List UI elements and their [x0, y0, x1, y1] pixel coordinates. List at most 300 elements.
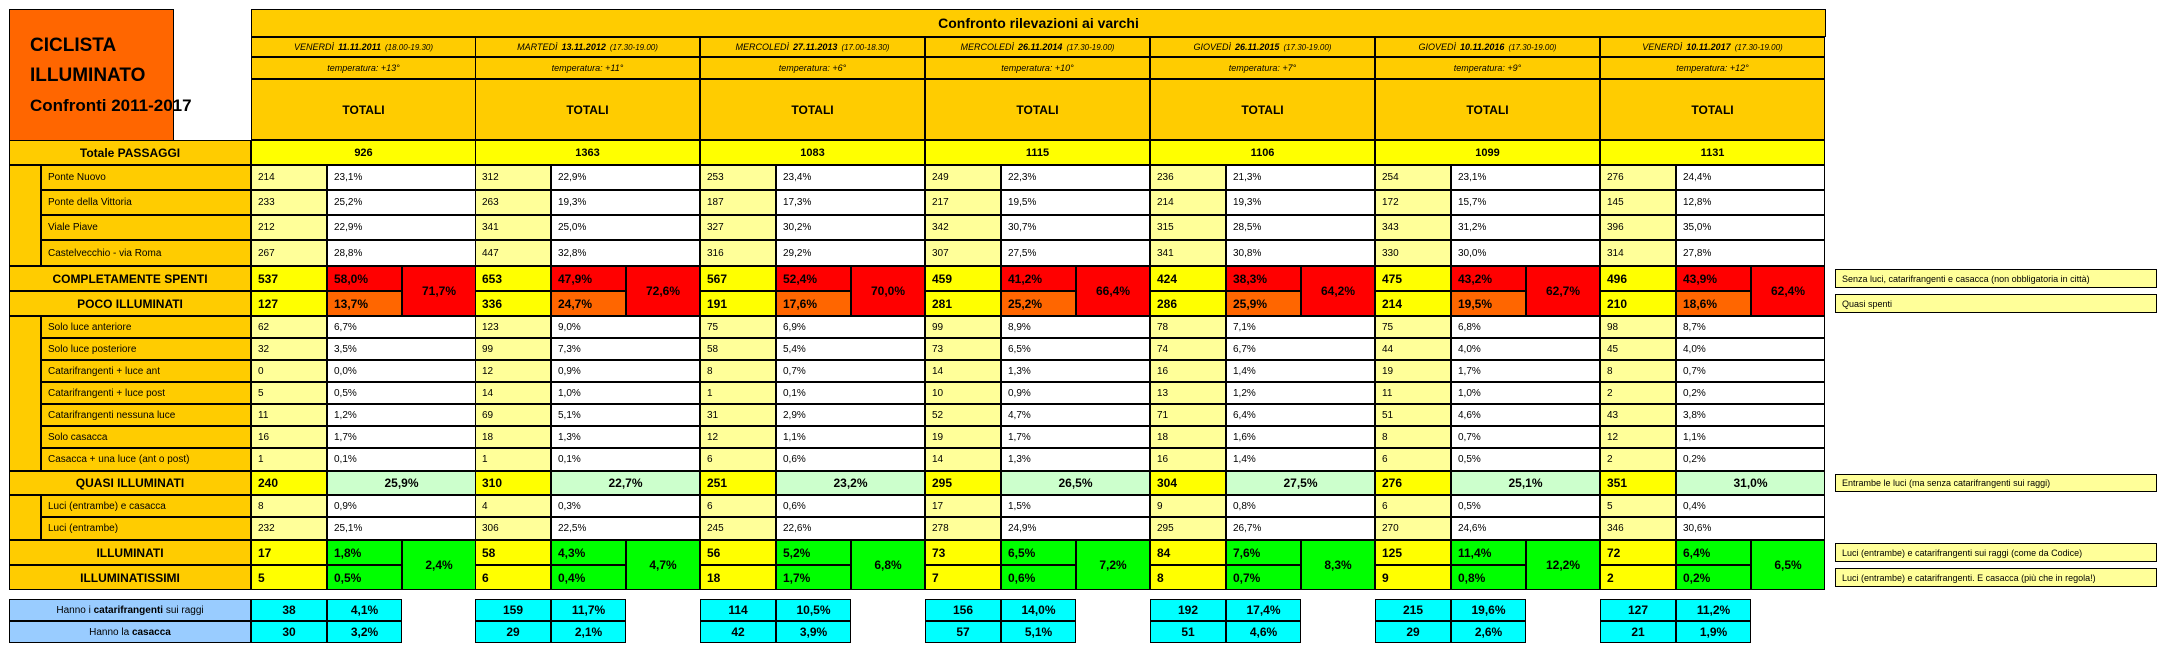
poco-sub-percent: 4,0% [1451, 338, 1600, 360]
poco-count: 286 [1150, 291, 1226, 316]
quasi-sub-percent: 0,5% [1451, 495, 1600, 517]
quasi-sub-percent: 1,5% [1001, 495, 1150, 517]
survey-temperature-1: temperatura: +13° [251, 57, 476, 79]
poco-sub-percent: 0,7% [1451, 426, 1600, 448]
quasi-count: 276 [1375, 471, 1451, 495]
left-strip-varchi [9, 165, 41, 266]
illuminati-sum: 6,8% [851, 540, 925, 590]
illuminati-percent: 6,5% [1001, 540, 1076, 565]
varco-count: 327 [700, 215, 776, 240]
poco-sub-percent: 0,2% [1676, 382, 1825, 404]
poco-sub-percent: 0,1% [551, 448, 700, 471]
footer-count: 51 [1150, 621, 1226, 643]
illuminatissimi-note: Luci (entrambe) e catarifrangenti. E casacca (più che in regola!) [1835, 568, 2157, 587]
footer-percent: 3,9% [776, 621, 851, 643]
varco-count: 254 [1375, 165, 1451, 190]
poco-sub-percent: 0,2% [1676, 448, 1825, 471]
varco-percent: 29,2% [776, 240, 925, 266]
footer-count: 215 [1375, 599, 1451, 621]
illuminatissimi-count: 6 [475, 565, 551, 590]
varco-count: 145 [1600, 190, 1676, 215]
varco-count: 330 [1375, 240, 1451, 266]
totali-header-2: TOTALI [475, 79, 700, 140]
quasi-sub-count: 4 [475, 495, 551, 517]
poco-sub-percent: 0,1% [327, 448, 476, 471]
varco-count: 307 [925, 240, 1001, 266]
varco-percent: 27,5% [1001, 240, 1150, 266]
totale-passaggi-value: 1363 [475, 140, 700, 165]
poco-sub-percent: 0,1% [776, 382, 925, 404]
survey-time: (17.30-19.00) [609, 42, 658, 52]
poco-sub-count: 99 [475, 338, 551, 360]
poco-sub-percent: 1,2% [327, 404, 476, 426]
quasi-sub-percent: 0,3% [551, 495, 700, 517]
poco-percent: 25,9% [1226, 291, 1301, 316]
footer-count: 156 [925, 599, 1001, 621]
varco-percent: 17,3% [776, 190, 925, 215]
footer-bold: catarifrangenti [93, 604, 164, 616]
title-line-3: Confronti 2011-2017 [30, 96, 192, 115]
quasi-percent: 25,1% [1451, 471, 1600, 495]
spenti-poco-sum: 66,4% [1076, 266, 1150, 316]
poco-sub-percent: 0,5% [327, 382, 476, 404]
totali-header-1: TOTALI [251, 79, 476, 140]
poco-sub-percent: 0,0% [327, 360, 476, 382]
quasi-sub-count: 278 [925, 517, 1001, 540]
totale-passaggi-value: 1131 [1600, 140, 1825, 165]
varco-percent: 31,2% [1451, 215, 1600, 240]
quasi-percent: 23,2% [776, 471, 925, 495]
footer-percent: 14,0% [1001, 599, 1076, 621]
spenti-count: 475 [1375, 266, 1451, 291]
illuminatissimi-percent: 0,8% [1451, 565, 1526, 590]
poco-sub-percent: 1,2% [1226, 382, 1375, 404]
illuminati-count: 17 [251, 540, 327, 565]
varco-count: 253 [700, 165, 776, 190]
poco-sub-count: 18 [1150, 426, 1226, 448]
quasi-count: 251 [700, 471, 776, 495]
varco-percent: 23,1% [327, 165, 476, 190]
quasi-count: 310 [475, 471, 551, 495]
poco-sub-count: 58 [700, 338, 776, 360]
poco-sub-count: 44 [1375, 338, 1451, 360]
varco-count: 236 [1150, 165, 1226, 190]
varco-percent: 27,8% [1676, 240, 1825, 266]
totale-passaggi-value: 1115 [925, 140, 1150, 165]
varco-percent: 30,8% [1226, 240, 1375, 266]
quasi-sub-percent: 0,6% [776, 495, 925, 517]
footer-count: 127 [1600, 599, 1676, 621]
illuminatissimi-count: 7 [925, 565, 1001, 590]
varco-count: 267 [251, 240, 327, 266]
varco-percent: 12,8% [1676, 190, 1825, 215]
quasi-sub-percent: 24,9% [1001, 517, 1150, 540]
quasi-percent: 27,5% [1226, 471, 1375, 495]
illuminati-label: ILLUMINATI [9, 540, 251, 565]
illuminatissimi-percent: 0,2% [1676, 565, 1751, 590]
survey-temperature-2: temperatura: +11° [475, 57, 700, 79]
poco-sub-count: 45 [1600, 338, 1676, 360]
poco-sub-count: 14 [925, 448, 1001, 471]
quasi-sub-count: 270 [1375, 517, 1451, 540]
survey-day: MERCOLEDÌ [960, 42, 1015, 52]
poco-sub-percent: 1,0% [551, 382, 700, 404]
quasi-count: 240 [251, 471, 327, 495]
spenti-count: 537 [251, 266, 327, 291]
poco-sub-count: 12 [1600, 426, 1676, 448]
quasi-note: Entrambe le luci (ma senza catarifrangenti sui raggi) [1835, 474, 2157, 492]
varco-count: 314 [1600, 240, 1676, 266]
footer-count: 192 [1150, 599, 1226, 621]
footer-percent: 4,6% [1226, 621, 1301, 643]
survey-date: 26.11.2014 [1018, 42, 1063, 52]
spenti-note: Senza luci, catarifrangenti e casacca (non obbligatoria in città) [1835, 269, 2157, 288]
survey-date: 11.11.2011 [337, 42, 382, 52]
varco-count: 249 [925, 165, 1001, 190]
title-line-1: CICLISTA [30, 35, 117, 56]
varco-percent: 19,5% [1001, 190, 1150, 215]
poco-sub-percent: 1,4% [1226, 360, 1375, 382]
spenti-percent: 43,2% [1451, 266, 1526, 291]
left-strip-poco [9, 316, 41, 471]
footer-percent: 11,2% [1676, 599, 1751, 621]
quasi-count: 295 [925, 471, 1001, 495]
footer-count: 29 [475, 621, 551, 643]
totali-header-7: TOTALI [1600, 79, 1825, 140]
spenti-count: 496 [1600, 266, 1676, 291]
poco-sub-count: 73 [925, 338, 1001, 360]
varco-count: 315 [1150, 215, 1226, 240]
poco-sub-count: 14 [475, 382, 551, 404]
illuminatissimi-percent: 1,7% [776, 565, 851, 590]
illuminati-count: 56 [700, 540, 776, 565]
illuminati-sum: 7,2% [1076, 540, 1150, 590]
varco-percent: 25,0% [551, 215, 700, 240]
poco-sub-count: 14 [925, 360, 1001, 382]
footer-percent: 10,5% [776, 599, 851, 621]
spenti-count: 653 [475, 266, 551, 291]
poco-sub-label: Casacca + una luce (ant o post) [41, 448, 251, 471]
spenti-percent: 38,3% [1226, 266, 1301, 291]
illuminati-count: 58 [475, 540, 551, 565]
spenti-percent: 41,2% [1001, 266, 1076, 291]
quasi-sub-count: 9 [1150, 495, 1226, 517]
poco-sub-count: 8 [1600, 360, 1676, 382]
poco-percent: 19,5% [1451, 291, 1526, 316]
poco-sub-count: 1 [700, 382, 776, 404]
varco-count: 342 [925, 215, 1001, 240]
survey-date: 27.11.2013 [793, 42, 838, 52]
poco-sub-count: 5 [251, 382, 327, 404]
survey-time: (17.00-18.30) [841, 42, 890, 52]
footer-count: 30 [251, 621, 327, 643]
varco-percent: 32,8% [551, 240, 700, 266]
footer-percent: 19,6% [1451, 599, 1526, 621]
poco-sub-label: Solo casacca [41, 426, 251, 448]
poco-count: 336 [475, 291, 551, 316]
poco-sub-count: 12 [700, 426, 776, 448]
poco-label: POCO ILLUMINATI [9, 291, 251, 316]
poco-count: 127 [251, 291, 327, 316]
quasi-sub-count: 17 [925, 495, 1001, 517]
poco-sub-label: Solo luce anteriore [41, 316, 251, 338]
poco-sub-label: Catarifrangenti + luce ant [41, 360, 251, 382]
illuminatissimi-count: 9 [1375, 565, 1451, 590]
poco-sub-count: 52 [925, 404, 1001, 426]
poco-sub-count: 123 [475, 316, 551, 338]
poco-sub-percent: 1,7% [327, 426, 476, 448]
footer-text: sui raggi [163, 604, 204, 616]
poco-sub-label: Solo luce posteriore [41, 338, 251, 360]
quasi-sub-percent: 24,6% [1451, 517, 1600, 540]
illuminatissimi-percent: 0,5% [327, 565, 402, 590]
poco-sub-label: Catarifrangenti nessuna luce [41, 404, 251, 426]
varco-percent: 15,7% [1451, 190, 1600, 215]
poco-sub-percent: 1,0% [1451, 382, 1600, 404]
illuminatissimi-percent: 0,7% [1226, 565, 1301, 590]
poco-sub-percent: 0,7% [776, 360, 925, 382]
spenti-poco-sum: 70,0% [851, 266, 925, 316]
illuminatissimi-count: 18 [700, 565, 776, 590]
poco-sub-percent: 4,0% [1676, 338, 1825, 360]
varco-percent: 22,3% [1001, 165, 1150, 190]
illuminati-sum: 6,5% [1751, 540, 1825, 590]
poco-sub-percent: 2,9% [776, 404, 925, 426]
poco-sub-count: 74 [1150, 338, 1226, 360]
poco-sub-percent: 9,0% [551, 316, 700, 338]
spenti-poco-sum: 72,6% [626, 266, 700, 316]
survey-time: (17.30-19.00) [1066, 42, 1115, 52]
survey-temperature-6: temperatura: +9° [1375, 57, 1600, 79]
quasi-sub-percent: 26,7% [1226, 517, 1375, 540]
quasi-percent: 31,0% [1676, 471, 1825, 495]
spenti-poco-sum: 62,4% [1751, 266, 1825, 316]
survey-date-2 [475, 37, 700, 57]
spenti-percent: 43,9% [1676, 266, 1751, 291]
varco-count: 263 [475, 190, 551, 215]
totali-header-6: TOTALI [1375, 79, 1600, 140]
footer-percent: 4,1% [327, 599, 402, 621]
survey-day: GIOVEDÌ [1418, 42, 1457, 52]
poco-sub-count: 2 [1600, 382, 1676, 404]
poco-sub-count: 98 [1600, 316, 1676, 338]
survey-date-1 [251, 37, 476, 57]
totale-passaggi-value: 1106 [1150, 140, 1375, 165]
illuminatissimi-count: 5 [251, 565, 327, 590]
varco-percent: 22,9% [327, 215, 476, 240]
poco-sub-count: 18 [475, 426, 551, 448]
varco-label: Ponte Nuovo [41, 165, 251, 190]
poco-sub-count: 13 [1150, 382, 1226, 404]
totale-passaggi-value: 926 [251, 140, 476, 165]
totali-header-3: TOTALI [700, 79, 925, 140]
poco-sub-count: 1 [251, 448, 327, 471]
quasi-sub-percent: 25,1% [327, 517, 476, 540]
illuminati-percent: 4,3% [551, 540, 626, 565]
varco-percent: 30,2% [776, 215, 925, 240]
poco-count: 214 [1375, 291, 1451, 316]
varco-count: 187 [700, 190, 776, 215]
survey-time: (18.00-19.30) [385, 42, 434, 52]
footer-count: 38 [251, 599, 327, 621]
illuminati-count: 73 [925, 540, 1001, 565]
poco-sub-percent: 0,9% [551, 360, 700, 382]
survey-temperature-7: temperatura: +12° [1600, 57, 1825, 79]
poco-sub-percent: 1,7% [1451, 360, 1600, 382]
survey-temperature-3: temperatura: +6° [700, 57, 925, 79]
survey-date: 26.11.2015 [1235, 42, 1280, 52]
quasi-percent: 22,7% [551, 471, 700, 495]
poco-sub-percent: 6,7% [327, 316, 476, 338]
poco-sub-count: 75 [700, 316, 776, 338]
poco-sub-percent: 5,1% [551, 404, 700, 426]
survey-date-5 [1150, 37, 1375, 57]
poco-sub-count: 8 [700, 360, 776, 382]
poco-sub-percent: 1,7% [1001, 426, 1150, 448]
poco-sub-percent: 1,1% [1676, 426, 1825, 448]
varco-count: 312 [475, 165, 551, 190]
poco-sub-percent: 5,4% [776, 338, 925, 360]
poco-sub-percent: 6,9% [776, 316, 925, 338]
poco-sub-count: 10 [925, 382, 1001, 404]
footer-count: 57 [925, 621, 1001, 643]
footer-percent: 2,1% [551, 621, 626, 643]
varco-count: 214 [1150, 190, 1226, 215]
footer-count: 42 [700, 621, 776, 643]
poco-sub-count: 71 [1150, 404, 1226, 426]
survey-temperature-4: temperatura: +10° [925, 57, 1150, 79]
poco-sub-count: 78 [1150, 316, 1226, 338]
varco-percent: 24,4% [1676, 165, 1825, 190]
varco-count: 214 [251, 165, 327, 190]
quasi-label: QUASI ILLUMINATI [9, 471, 251, 495]
footer-percent: 3,2% [327, 621, 402, 643]
poco-sub-percent: 0,7% [1676, 360, 1825, 382]
quasi-sub-label: Luci (entrambe) e casacca [41, 495, 251, 517]
varco-count: 276 [1600, 165, 1676, 190]
spenti-count: 424 [1150, 266, 1226, 291]
illuminati-percent: 1,8% [327, 540, 402, 565]
title-line-2: ILLUMINATO [30, 65, 146, 86]
poco-sub-percent: 0,6% [776, 448, 925, 471]
poco-sub-count: 6 [700, 448, 776, 471]
varco-count: 341 [475, 215, 551, 240]
poco-sub-count: 51 [1375, 404, 1451, 426]
footer-percent: 17,4% [1226, 599, 1301, 621]
illuminati-count: 125 [1375, 540, 1451, 565]
footer-text: Hanno la [89, 626, 132, 638]
poco-sub-count: 16 [251, 426, 327, 448]
survey-time: (17.30-19.00) [1508, 42, 1557, 52]
varco-percent: 21,3% [1226, 165, 1375, 190]
poco-sub-count: 11 [251, 404, 327, 426]
footer-count: 29 [1375, 621, 1451, 643]
poco-sub-count: 32 [251, 338, 327, 360]
varco-percent: 30,7% [1001, 215, 1150, 240]
varco-count: 172 [1375, 190, 1451, 215]
survey-date-7 [1600, 37, 1825, 57]
survey-day: MERCOLEDÌ [735, 42, 790, 52]
footer-label-2 [9, 621, 251, 643]
poco-count: 210 [1600, 291, 1676, 316]
poco-sub-percent: 1,1% [776, 426, 925, 448]
survey-date: 10.11.2017 [1686, 42, 1731, 52]
quasi-sub-count: 232 [251, 517, 327, 540]
quasi-sub-count: 6 [700, 495, 776, 517]
poco-sub-count: 11 [1375, 382, 1451, 404]
poco-sub-label: Catarifrangenti + luce post [41, 382, 251, 404]
poco-sub-count: 16 [1150, 360, 1226, 382]
varco-percent: 28,5% [1226, 215, 1375, 240]
varco-percent: 19,3% [551, 190, 700, 215]
poco-sub-percent: 3,8% [1676, 404, 1825, 426]
footer-count: 159 [475, 599, 551, 621]
spenti-percent: 47,9% [551, 266, 626, 291]
survey-time: (17.30-19.00) [1734, 42, 1783, 52]
poco-sub-percent: 1,4% [1226, 448, 1375, 471]
varco-count: 341 [1150, 240, 1226, 266]
spenti-poco-sum: 62,7% [1526, 266, 1600, 316]
quasi-sub-percent: 22,5% [551, 517, 700, 540]
footer-label-1 [9, 599, 251, 621]
main-header: Confronto rilevazioni ai varchi [251, 9, 1826, 37]
poco-sub-count: 43 [1600, 404, 1676, 426]
poco-sub-count: 75 [1375, 316, 1451, 338]
varco-count: 396 [1600, 215, 1676, 240]
poco-percent: 13,7% [327, 291, 402, 316]
quasi-sub-percent: 0,9% [327, 495, 476, 517]
poco-sub-count: 31 [700, 404, 776, 426]
poco-sub-count: 0 [251, 360, 327, 382]
poco-sub-percent: 6,7% [1226, 338, 1375, 360]
quasi-sub-percent: 30,6% [1676, 517, 1825, 540]
survey-date-3 [700, 37, 925, 57]
quasi-sub-count: 295 [1150, 517, 1226, 540]
poco-sub-percent: 6,8% [1451, 316, 1600, 338]
footer-count: 114 [700, 599, 776, 621]
illuminati-count: 72 [1600, 540, 1676, 565]
illuminati-percent: 11,4% [1451, 540, 1526, 565]
quasi-sub-label: Luci (entrambe) [41, 517, 251, 540]
varco-percent: 19,3% [1226, 190, 1375, 215]
poco-sub-percent: 4,7% [1001, 404, 1150, 426]
totali-header-5: TOTALI [1150, 79, 1375, 140]
quasi-count: 304 [1150, 471, 1226, 495]
poco-sub-percent: 7,1% [1226, 316, 1375, 338]
varco-percent: 22,9% [551, 165, 700, 190]
footer-percent: 5,1% [1001, 621, 1076, 643]
poco-sub-count: 2 [1600, 448, 1676, 471]
title-block [9, 9, 192, 143]
spenti-count: 459 [925, 266, 1001, 291]
poco-sub-count: 99 [925, 316, 1001, 338]
varco-percent: 23,4% [776, 165, 925, 190]
survey-date-4 [925, 37, 1150, 57]
survey-time: (17.30-19.00) [1283, 42, 1332, 52]
poco-sub-count: 8 [1375, 426, 1451, 448]
quasi-sub-count: 6 [1375, 495, 1451, 517]
survey-day: VENERDÌ [1642, 42, 1683, 52]
poco-percent: 18,6% [1676, 291, 1751, 316]
survey-day: MARTEDÌ [517, 42, 558, 52]
quasi-percent: 26,5% [1001, 471, 1150, 495]
illuminati-count: 84 [1150, 540, 1226, 565]
spenti-poco-sum: 71,7% [402, 266, 476, 316]
poco-sub-count: 12 [475, 360, 551, 382]
illuminatissimi-count: 2 [1600, 565, 1676, 590]
illuminatissimi-percent: 0,4% [551, 565, 626, 590]
poco-note: Quasi spenti [1835, 294, 2157, 313]
